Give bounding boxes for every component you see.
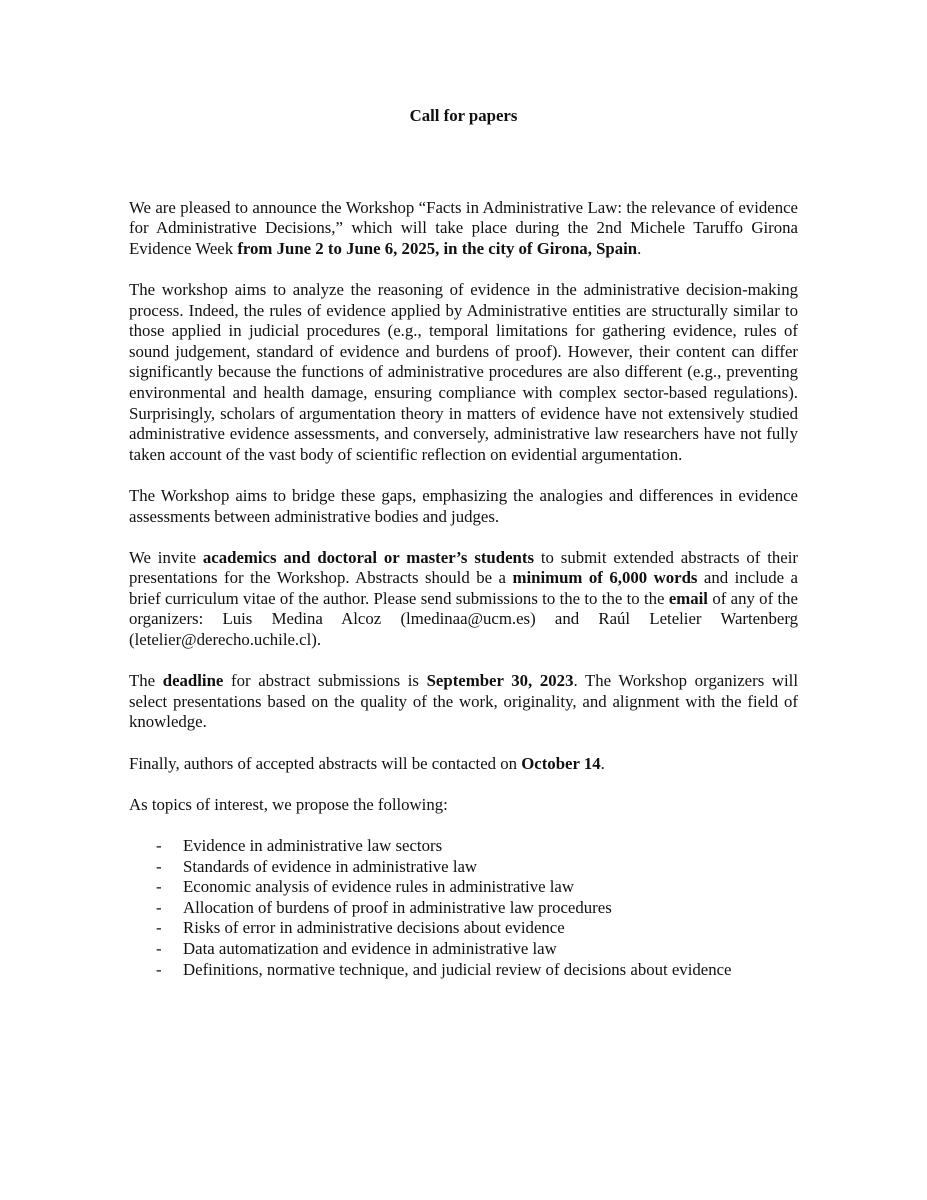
topic-text: Evidence in administrative law sectors: [183, 836, 443, 855]
topic-text: Allocation of burdens of proof in administrative law procedures: [183, 897, 612, 917]
list-item: [129, 898, 798, 919]
invitation-text-a: We invite: [129, 547, 203, 567]
list-item: [129, 939, 798, 960]
paragraph-topics-intro: As topics of interest, we propose the following:: [129, 794, 448, 814]
notification-date: October 14: [521, 753, 601, 773]
topic-text: Definitions, normative technique, and judicial review of decisions about evidence: [183, 959, 732, 979]
list-item: [129, 877, 798, 898]
paragraph-notification: [129, 754, 798, 775]
announcement-end: .: [637, 238, 642, 258]
topic-text: Risks of error in administrative decisions about evidence: [183, 918, 565, 938]
list-dash: -: [156, 897, 162, 917]
deadline-label: deadline: [162, 671, 224, 691]
list-dash: -: [156, 877, 162, 897]
deadline-date: September 30, 2023: [426, 671, 574, 691]
list-item: [129, 918, 798, 939]
paragraph-announcement: [129, 198, 798, 260]
list-dash: -: [156, 918, 162, 938]
email-label: email: [668, 588, 708, 608]
deadline-text-e: . The Workshop organizers will select presentations based on the quality of the work, originality, and alignment with the field of knowledge.: [129, 671, 798, 732]
paragraph-bridge-gaps: The Workshop aims to bridge these gaps, emphasizing the analogies and differences in evidence assessments between administrative bodies and judges.: [129, 485, 798, 526]
workshop-dates-location: from June 2 to June 6, 2025, in the city of Girona, Spain: [237, 238, 638, 258]
list-item: [129, 857, 798, 878]
topic-text: Data automatization and evidence in administrative law: [183, 938, 557, 958]
list-dash: -: [156, 856, 162, 876]
list-item: [129, 836, 798, 857]
document-body: [129, 106, 798, 980]
notification-text-c: .: [600, 753, 605, 773]
list-dash: -: [156, 959, 162, 979]
announcement-text: We are pleased to announce the Workshop “Facts in Administrative Law: the relevance of evidence for Administrative Decisions,” which will take place during the 2nd Michele Taruffo Girona Evidence Week: [129, 197, 798, 258]
paragraph-deadline: [129, 671, 798, 733]
minimum-words: minimum of 6,000 words: [512, 568, 698, 588]
paragraph-aims: The workshop aims to analyze the reasoning of evidence in the administrative decision-making process. Indeed, the rules of evidence applied by Administrative entities are structurally similar to those applied in judicial procedures (e.g., temporal limitations for gathering evidence, rules of sound judgement, standard of evidence and burdens of proof). However, their content can differ significantly because the functions of administrative procedures are also different (e.g., preventing environmental and health damage, ensuring compliance with complex sector-based regulations). Surprisingly, scholars of argumentation theory in matters of evidence have not extensively studied administrative evidence assessments, and conversely, administrative law researchers have not fully taken account of the vast body of scientific reflection on evidential argumentation.: [129, 279, 798, 464]
invitation-text-e: and include a brief curriculum vitae of the author. Please send submissions to the to the to the: [129, 568, 798, 608]
list-dash: -: [156, 938, 162, 958]
list-item: [129, 960, 798, 981]
topic-text: Economic analysis of evidence rules in administrative law: [183, 877, 574, 897]
notification-text-a: Finally, authors of accepted abstracts will be contacted on: [129, 753, 522, 773]
deadline-text-c: for abstract submissions is: [223, 671, 427, 691]
list-dash: -: [156, 836, 162, 855]
paragraph-invitation: [129, 548, 798, 651]
topics-list: [129, 836, 798, 980]
topic-text: Standards of evidence in administrative law: [183, 856, 478, 876]
invitation-text-g: of any of the organizers: Luis Medina Alcoz (lmedinaa@ucm.es) and Raúl Letelier Wartenberg (letelier@derecho.uchile.cl).: [129, 588, 798, 650]
page-title: Call for papers: [409, 106, 518, 125]
invitation-text-c: to submit extended abstracts of their presentations for the Workshop. Abstracts should be a: [129, 547, 798, 588]
invitation-audience: academics and doctoral or master’s students: [202, 547, 534, 567]
deadline-text-a: The: [129, 671, 163, 691]
